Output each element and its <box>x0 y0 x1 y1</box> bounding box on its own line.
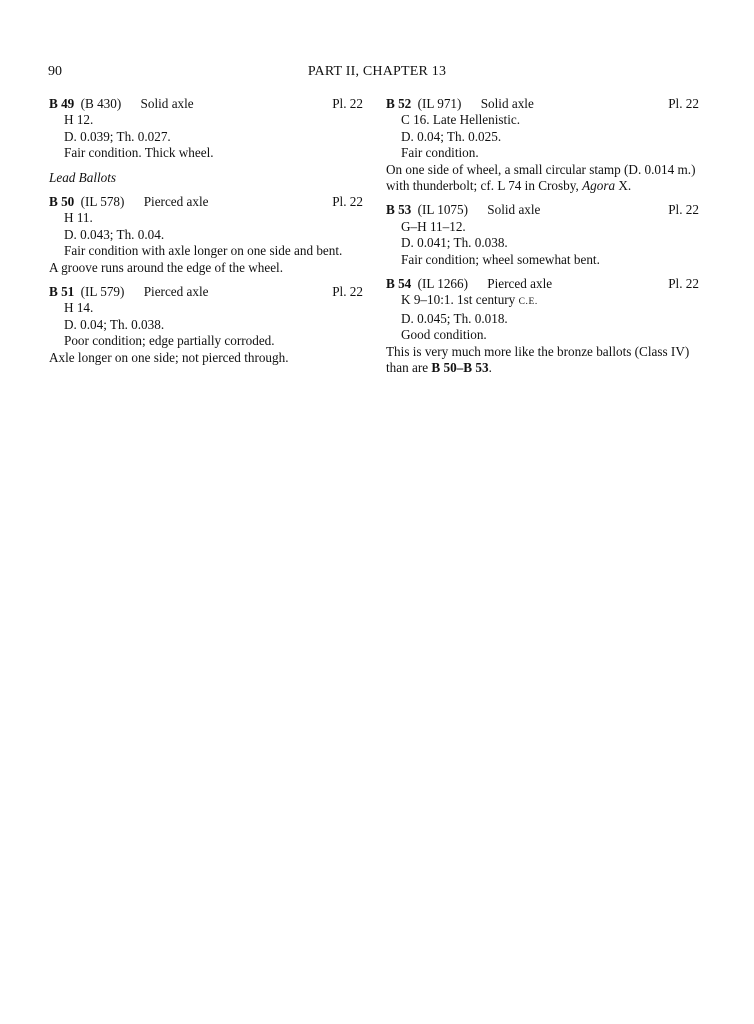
note-text: than are <box>386 360 432 376</box>
catalog-number: B 50 <box>49 194 75 210</box>
catalog-number: B 52 <box>386 96 412 111</box>
condition: Fair condition with axle longer on one side and bent. <box>64 243 343 259</box>
page-number: 90 <box>48 64 62 79</box>
entry-heading <box>49 284 363 300</box>
dimensions: D. 0.039; Th. 0.027. <box>64 128 171 144</box>
note: On one side of wheel, a small circular stamp (D. 0.014 m.) <box>386 161 696 177</box>
inventory-number: (IL 971) <box>417 96 462 111</box>
axle-type: Solid axle <box>140 96 194 111</box>
note <box>386 178 699 194</box>
entry-heading <box>49 96 363 112</box>
note <box>386 360 699 376</box>
condition: Fair condition; wheel somewhat bent. <box>401 251 600 267</box>
condition: Fair condition. Thick wheel. <box>64 145 214 161</box>
plate-reference: Pl. 22 <box>332 194 363 210</box>
findspot: G–H 11–12. <box>401 218 466 234</box>
entry-heading <box>386 202 699 218</box>
dimensions: D. 0.041; Th. 0.038. <box>401 235 508 251</box>
axle-type: Solid axle <box>480 96 534 111</box>
catalog-entry-b53 <box>386 202 699 268</box>
note: A groove runs around the edge of the wheel. <box>49 259 284 275</box>
findspot: C 16. Late Hellenistic. <box>401 112 521 128</box>
condition: Fair condition. <box>401 145 479 161</box>
inventory-number: (B 430) <box>80 96 122 111</box>
catalog-entry-b54 <box>386 276 699 376</box>
catalog-entry-b50 <box>49 194 363 276</box>
dimensions: D. 0.04; Th. 0.025. <box>401 128 502 144</box>
catalog-number: B 54 <box>386 276 412 292</box>
axle-type: Pierced axle <box>487 276 553 292</box>
inventory-number: (IL 1266) <box>417 276 468 292</box>
note-text: X. <box>615 178 632 194</box>
axle-type: Solid axle <box>487 202 541 218</box>
section-heading: Lead Ballots <box>49 169 117 185</box>
catalog-number: B 51 <box>49 284 75 300</box>
findspot: H 14. <box>64 300 94 316</box>
note-text: . <box>488 360 492 376</box>
note-text: with thunderbolt; cf. L 74 in Crosby, <box>386 178 583 194</box>
left-column <box>49 96 363 366</box>
inventory-number: (IL 578) <box>80 194 125 210</box>
publication-title: Agora <box>582 178 616 194</box>
dimensions: D. 0.04; Th. 0.038. <box>64 316 165 332</box>
dimensions: D. 0.045; Th. 0.018. <box>401 310 508 326</box>
note: Axle longer on one side; not pierced through. <box>49 349 289 365</box>
catalog-range: B 50–B 53 <box>431 360 489 376</box>
axle-type: Pierced axle <box>143 194 209 210</box>
catalog-number: B 49 <box>49 96 75 111</box>
plate-reference: Pl. 22 <box>668 202 699 218</box>
plate-reference: Pl. 22 <box>668 276 699 292</box>
catalog-number: B 53 <box>386 202 412 218</box>
plate-reference: Pl. 22 <box>332 96 363 111</box>
running-head: PART II, CHAPTER 13 <box>307 64 447 79</box>
dimensions: D. 0.043; Th. 0.04. <box>64 226 165 242</box>
plate-reference: Pl. 22 <box>332 284 363 300</box>
entry-heading <box>386 276 699 292</box>
catalog-entry-b49 <box>49 96 363 162</box>
catalog-entry-b52 <box>386 96 699 194</box>
findspot: H 11. <box>64 210 93 226</box>
right-column <box>386 96 699 377</box>
entry-heading <box>49 194 363 210</box>
axle-type: Pierced axle <box>143 284 209 300</box>
plate-reference: Pl. 22 <box>668 96 699 111</box>
era-abbreviation: C.E. <box>518 297 538 308</box>
findspot: H 12. <box>64 112 94 128</box>
catalog-entry-b51 <box>49 284 363 366</box>
note: This is very much more like the bronze ballots (Class IV) <box>386 343 690 359</box>
findspot <box>386 292 699 310</box>
condition: Good condition. <box>401 327 487 343</box>
condition: Poor condition; edge partially corroded. <box>64 333 275 349</box>
findspot-text: K 9–10:1. 1st century <box>401 292 519 308</box>
inventory-number: (IL 579) <box>80 284 125 300</box>
entry-heading <box>386 96 699 112</box>
inventory-number: (IL 1075) <box>417 202 468 218</box>
